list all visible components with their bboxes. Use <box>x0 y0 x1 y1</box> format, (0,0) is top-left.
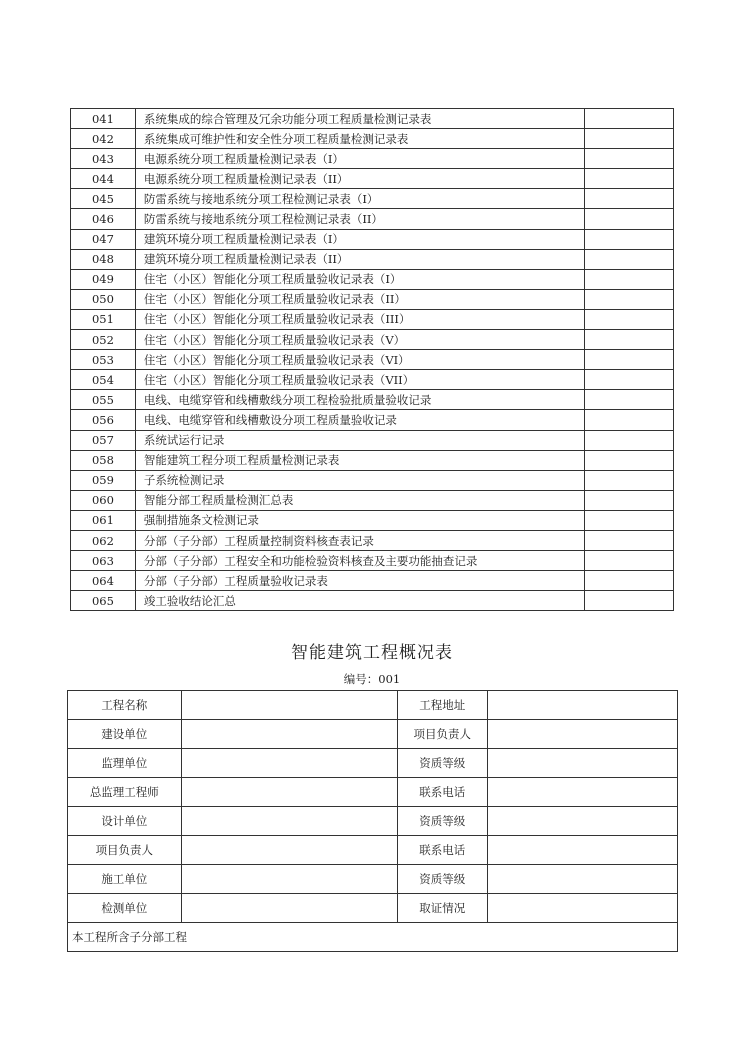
table-row <box>71 571 674 591</box>
overview-row <box>68 836 678 865</box>
field-label: 监理单位 <box>68 749 182 778</box>
field-label: 工程地址 <box>397 691 487 720</box>
form-number: 064 <box>71 571 136 591</box>
form-name: 电源系统分项工程质量检测记录表（I） <box>135 149 584 169</box>
field-label: 资质等级 <box>397 749 487 778</box>
blank-cell[interactable] <box>585 109 674 129</box>
form-number: 043 <box>71 149 136 169</box>
blank-cell[interactable] <box>585 309 674 329</box>
field-label: 设计单位 <box>68 807 182 836</box>
field-value[interactable] <box>181 691 397 720</box>
form-name: 系统试运行记录 <box>135 430 584 450</box>
field-value[interactable] <box>487 894 677 923</box>
form-name: 分部（子分部）工程安全和功能检验资料核查及主要功能抽查记录 <box>135 551 584 571</box>
form-number: 055 <box>71 390 136 410</box>
overview-row <box>68 720 678 749</box>
overview-row <box>68 807 678 836</box>
overview-row <box>68 894 678 923</box>
field-label: 施工单位 <box>68 865 182 894</box>
table-row <box>71 189 674 209</box>
overview-table <box>67 690 678 952</box>
overview-row <box>68 778 678 807</box>
table-row <box>71 129 674 149</box>
table-row <box>71 551 674 571</box>
form-number: 060 <box>71 490 136 510</box>
blank-cell[interactable] <box>585 390 674 410</box>
blank-cell[interactable] <box>585 330 674 350</box>
form-number: 042 <box>71 129 136 149</box>
form-name: 建筑环境分项工程质量检测记录表（II） <box>135 249 584 269</box>
table-row <box>71 269 674 289</box>
field-value[interactable] <box>487 691 677 720</box>
blank-cell[interactable] <box>585 269 674 289</box>
field-value[interactable] <box>487 865 677 894</box>
field-value[interactable] <box>181 836 397 865</box>
table-row <box>71 229 674 249</box>
table-row <box>71 289 674 309</box>
field-label: 总监理工程师 <box>68 778 182 807</box>
table-row <box>71 209 674 229</box>
field-label: 资质等级 <box>397 807 487 836</box>
field-value[interactable] <box>487 778 677 807</box>
form-number: 044 <box>71 169 136 189</box>
form-number: 052 <box>71 330 136 350</box>
form-number: 050 <box>71 289 136 309</box>
field-value[interactable] <box>181 720 397 749</box>
table-row <box>71 430 674 450</box>
table-row <box>71 109 674 129</box>
form-number: 054 <box>71 370 136 390</box>
form-number: 051 <box>71 309 136 329</box>
blank-cell[interactable] <box>585 450 674 470</box>
overview-footer-row <box>68 923 678 952</box>
blank-cell[interactable] <box>585 370 674 390</box>
form-name: 建筑环境分项工程质量检测记录表（I） <box>135 229 584 249</box>
blank-cell[interactable] <box>585 189 674 209</box>
sub-divisions-label: 本工程所含子分部工程 <box>68 923 678 952</box>
form-number: 047 <box>71 229 136 249</box>
form-name: 电源系统分项工程质量检测记录表（II） <box>135 169 584 189</box>
blank-cell[interactable] <box>585 530 674 550</box>
form-number: 046 <box>71 209 136 229</box>
table-row <box>71 249 674 269</box>
form-name: 竣工验收结论汇总 <box>135 591 584 611</box>
field-label: 取证情况 <box>397 894 487 923</box>
overview-code: 编号：001 <box>343 672 401 686</box>
blank-cell[interactable] <box>585 209 674 229</box>
field-label: 项目负责人 <box>397 720 487 749</box>
field-value[interactable] <box>181 749 397 778</box>
form-name: 分部（子分部）工程质量控制资料核查表记录 <box>135 530 584 550</box>
field-label: 检测单位 <box>68 894 182 923</box>
form-number: 053 <box>71 350 136 370</box>
blank-cell[interactable] <box>585 551 674 571</box>
field-label: 联系电话 <box>397 778 487 807</box>
form-name: 系统集成的综合管理及冗余功能分项工程质量检测记录表 <box>135 109 584 129</box>
table-row <box>71 370 674 390</box>
blank-cell[interactable] <box>585 490 674 510</box>
table-row <box>71 530 674 550</box>
table-row <box>71 309 674 329</box>
blank-cell[interactable] <box>585 229 674 249</box>
form-name: 电线、电缆穿管和线槽敷线分项工程检验批质量验收记录 <box>135 390 584 410</box>
field-value[interactable] <box>181 865 397 894</box>
table-row <box>71 490 674 510</box>
field-label: 工程名称 <box>68 691 182 720</box>
form-number: 041 <box>71 109 136 129</box>
form-name: 住宅（小区）智能化分项工程质量验收记录表（I） <box>135 269 584 289</box>
form-number: 061 <box>71 510 136 530</box>
form-number: 048 <box>71 249 136 269</box>
form-number: 059 <box>71 470 136 490</box>
overview-title: 智能建筑工程概况表 <box>291 643 453 663</box>
form-name: 系统集成可维护性和安全性分项工程质量检测记录表 <box>135 129 584 149</box>
overview-row <box>68 691 678 720</box>
overview-row <box>68 749 678 778</box>
blank-cell[interactable] <box>585 410 674 430</box>
blank-cell[interactable] <box>585 289 674 309</box>
blank-cell[interactable] <box>585 169 674 189</box>
blank-cell[interactable] <box>585 149 674 169</box>
form-name: 智能建筑工程分项工程质量检测记录表 <box>135 450 584 470</box>
blank-cell[interactable] <box>585 510 674 530</box>
field-label: 项目负责人 <box>68 836 182 865</box>
table-row <box>71 510 674 530</box>
field-value[interactable] <box>181 807 397 836</box>
form-number: 056 <box>71 410 136 430</box>
form-name: 防雷系统与接地系统分项工程检测记录表（II） <box>135 209 584 229</box>
field-label: 建设单位 <box>68 720 182 749</box>
form-name: 防雷系统与接地系统分项工程检测记录表（I） <box>135 189 584 209</box>
table-row <box>71 450 674 470</box>
blank-cell[interactable] <box>585 470 674 490</box>
table-row <box>71 410 674 430</box>
form-name: 住宅（小区）智能化分项工程质量验收记录表（VII） <box>135 370 584 390</box>
form-name: 智能分部工程质量检测汇总表 <box>135 490 584 510</box>
form-number: 057 <box>71 430 136 450</box>
form-number: 058 <box>71 450 136 470</box>
form-number: 063 <box>71 551 136 571</box>
blank-cell[interactable] <box>585 129 674 149</box>
blank-cell[interactable] <box>585 430 674 450</box>
form-number: 065 <box>71 591 136 611</box>
form-name: 住宅（小区）智能化分项工程质量验收记录表（VI） <box>135 350 584 370</box>
blank-cell[interactable] <box>585 571 674 591</box>
table-row <box>71 390 674 410</box>
form-name: 子系统检测记录 <box>135 470 584 490</box>
form-name: 电线、电缆穿管和线槽敷设分项工程质量验收记录 <box>135 410 584 430</box>
blank-cell[interactable] <box>585 350 674 370</box>
form-index-table <box>70 108 674 611</box>
blank-cell[interactable] <box>585 249 674 269</box>
table-row <box>71 591 674 611</box>
form-number: 045 <box>71 189 136 209</box>
table-row <box>71 330 674 350</box>
form-number: 049 <box>71 269 136 289</box>
blank-cell[interactable] <box>585 591 674 611</box>
overview-row <box>68 865 678 894</box>
form-name: 强制措施条文检测记录 <box>135 510 584 530</box>
form-name: 住宅（小区）智能化分项工程质量验收记录表（V） <box>135 330 584 350</box>
form-name: 住宅（小区）智能化分项工程质量验收记录表（II） <box>135 289 584 309</box>
field-value[interactable] <box>487 836 677 865</box>
field-value[interactable] <box>181 894 397 923</box>
form-number: 062 <box>71 530 136 550</box>
form-name: 分部（子分部）工程质量验收记录表 <box>135 571 584 591</box>
table-row <box>71 470 674 490</box>
table-row <box>71 350 674 370</box>
field-value[interactable] <box>487 720 677 749</box>
table-row <box>71 149 674 169</box>
field-value[interactable] <box>487 807 677 836</box>
field-value[interactable] <box>181 778 397 807</box>
field-label: 资质等级 <box>397 865 487 894</box>
field-label: 联系电话 <box>397 836 487 865</box>
table-row <box>71 169 674 189</box>
field-value[interactable] <box>487 749 677 778</box>
form-name: 住宅（小区）智能化分项工程质量验收记录表（III） <box>135 309 584 329</box>
